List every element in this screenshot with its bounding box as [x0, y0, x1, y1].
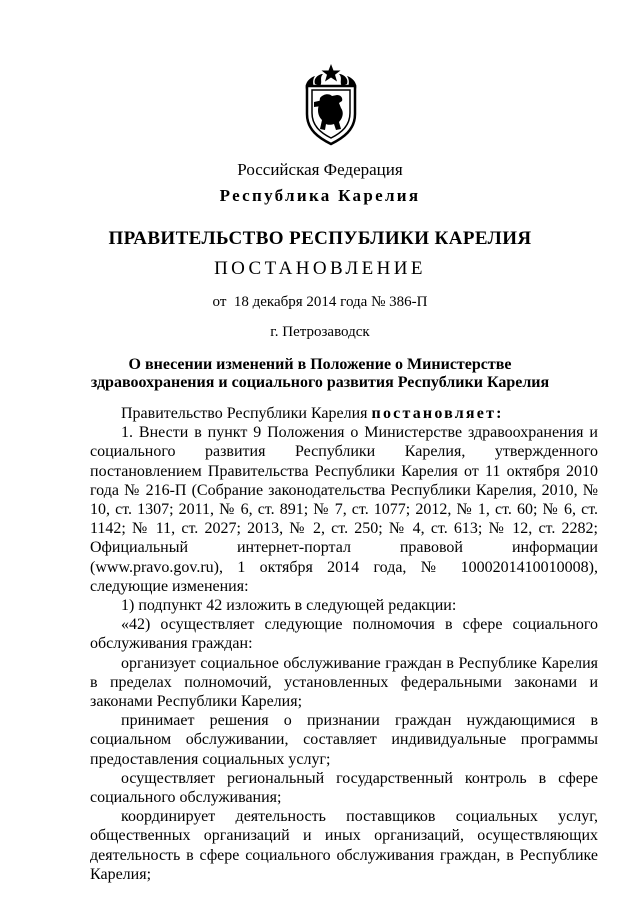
decree-title-line-1: О внесении изменений в Положение о Министерстве: [128, 356, 512, 373]
body-paragraph: организует социальное обслуживание граждан в Республике Карелия в пределах полномочий, установленных федеральными законами и законами Республики Карелия;: [90, 654, 598, 711]
body-paragraph: осуществляет региональный государственный контроль в сфере социального обслуживания;: [90, 769, 598, 807]
body-paragraph: 1. Внести в пункт 9 Положения о Министерстве здравоохранения и социального развития Республики Карелия, утвержденного постановлением Правительства Республики Карелия от 11 октября 2010 года № 216-П (Собрание законодательства Республики Карелия, 2010, № 10, ст. 1307; 2011, № 6, ст. 891; № 7, ст. 1077; 2012, № 1, ст. 60; № 6, ст. 1142; № 11, ст. 2027; 2013, № 2, ст. 250; № 4, ст. 613; № 12, ст. 2282; Официальный интернет-портал правовой информации (www.pravo.gov.ru), 1 октября 2014 года, № 1000201410010008), следующие изменения:: [90, 424, 598, 595]
body-paragraph: 1) подпункт 42 изложить в следующей редакции:: [121, 597, 457, 615]
decree-body: [90, 404, 598, 884]
intro-verb: постановляет:: [371, 405, 504, 422]
decree-date-number: от 18 декабря 2014 года № 386-П: [212, 294, 428, 310]
country-name: Российская Федерация: [237, 160, 403, 179]
intro-paragraph: [90, 404, 598, 423]
intro-text: Правительство Республики Карелия: [121, 405, 372, 422]
decree-title: [0, 356, 640, 392]
body-paragraph: координирует деятельность поставщиков социальных услуг, общественных организаций и иных организаций, осуществляющих деятельность в сфере социального обслуживания граждан, в Республике Карелия;: [90, 808, 598, 883]
city-name: г. Петрозаводск: [270, 324, 370, 340]
decree-title-line-2: здравоохранения и социального развития Республики Карелия: [90, 374, 550, 391]
document-type: ПОСТАНОВЛЕНИЕ: [214, 258, 426, 279]
body-paragraph: принимает решения о признании граждан нуждающимися в социальном обслуживании, составляет индивидуальные программы предоставления социальных услуг;: [90, 712, 598, 768]
karelia-coat-of-arms-icon: [301, 62, 361, 146]
republic-name: Республика Карелия: [219, 186, 421, 205]
body-paragraph: «42) осуществляет следующие полномочия в сфере социального обслуживания граждан:: [90, 616, 598, 653]
government-heading: ПРАВИТЕЛЬСТВО РЕСПУБЛИКИ КАРЕЛИЯ: [108, 228, 532, 249]
